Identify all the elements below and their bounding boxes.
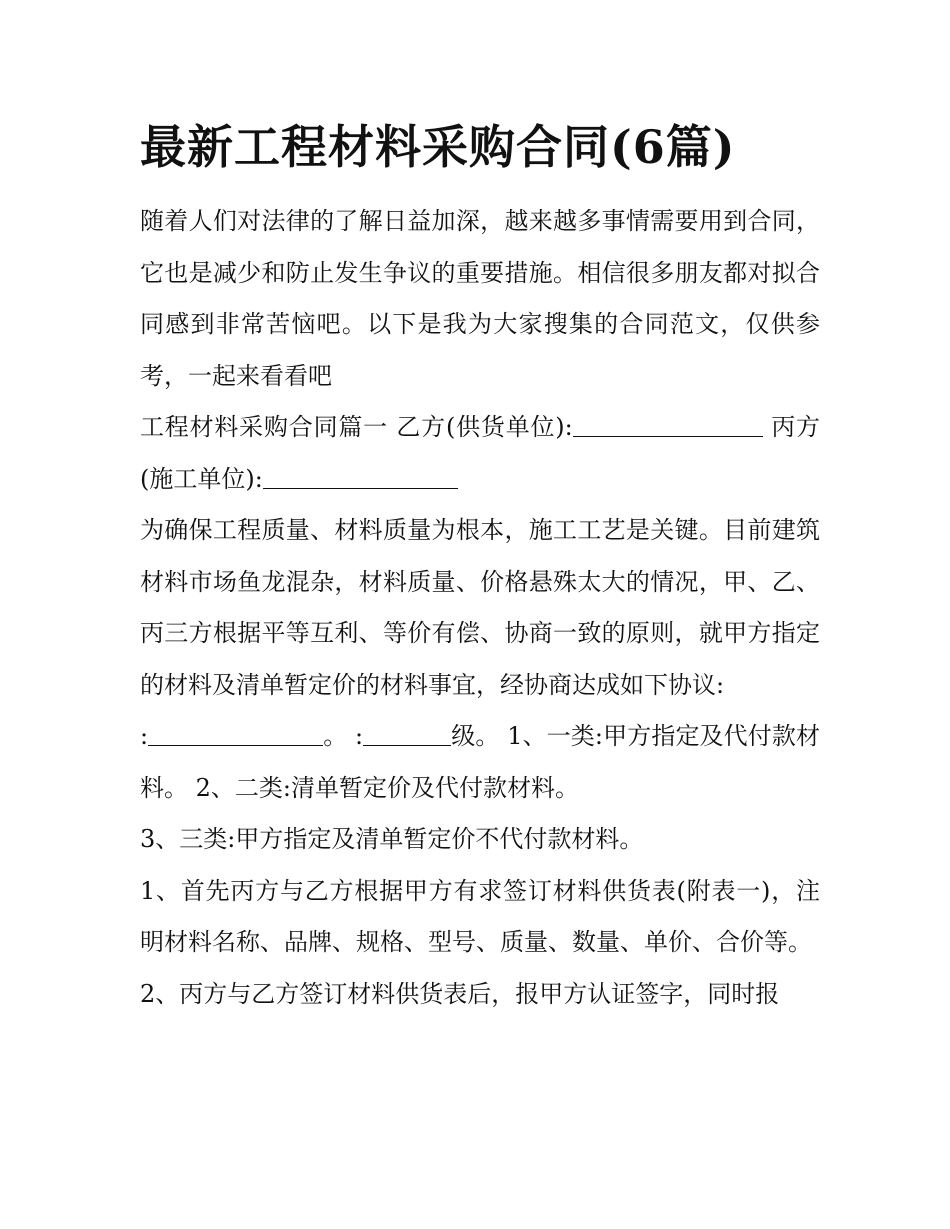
classes-level-suffix: 级。 1、一类:甲方指定及代付款材料。 2、二类:清单暂定价及代付款材料。 <box>140 722 820 802</box>
classes-prefix: : <box>140 722 149 750</box>
section1-heading: 工程材料采购合同篇一 乙方(供货单位): <box>140 413 573 441</box>
class3-paragraph: 3、三类:甲方指定及清单暂定价不代付款材料。 <box>140 825 644 853</box>
item1-paragraph: 1、首先丙方与乙方根据甲方有求签订材料供货表(附表一)，注明材料名称、品牌、规格、型号、质量、数量、单价、合价等。 <box>140 876 820 956</box>
material-classes-paragraph <box>140 711 820 814</box>
intro-paragraph: 随着人们对法律的了解日益加深，越来越多事情需要用到合同，它也是减少和防止发生争议的重要措施。相信很多朋友都对拟合同感到非常苦恼吧。以下是我为大家搜集的合同范文，仅供参考，一起来看看吧 <box>140 207 820 390</box>
item2-paragraph: 2、丙方与乙方签订材料供货表后，报甲方认证签字，同时报 <box>140 979 780 1008</box>
document-page <box>140 112 820 1020</box>
classes-mid: 。 : <box>323 722 364 750</box>
contractor-blank <box>263 462 458 488</box>
purpose-paragraph: 为确保工程质量、材料质量为根本，施工工艺是关键。目前建筑材料市场鱼龙混杂，材料质量、价格悬殊太大的情况，甲、乙、丙三方根据平等互利、等价有偿、协商一致的原则，就甲方指定的材料及清单暂定价的材料事宜，经协商达成如下协议: <box>140 516 820 699</box>
section1-parties <box>140 402 820 505</box>
project-blank <box>148 720 323 746</box>
supplier-blank <box>573 411 763 437</box>
party-c-label: 丙方(施工单位): <box>140 413 820 493</box>
level-blank <box>363 720 451 746</box>
document-title: 最新工程材料采购合同(6篇) <box>140 120 736 174</box>
